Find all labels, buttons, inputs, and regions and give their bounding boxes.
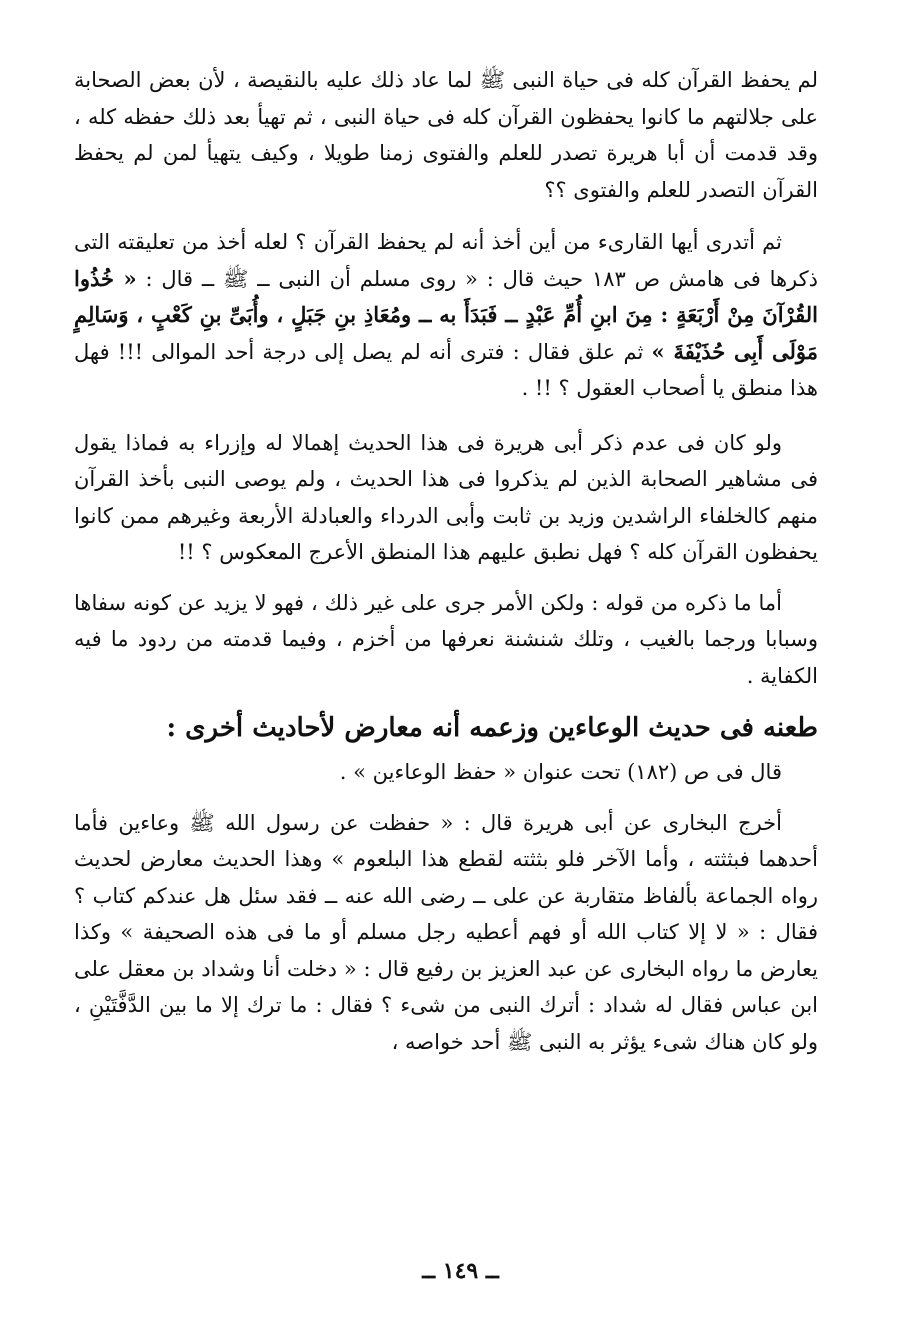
paragraph-2 <box>74 224 818 407</box>
page-number: ــ ١٤٩ ــ <box>422 1258 499 1284</box>
document-page <box>74 62 818 1060</box>
paragraph-4: أما ما ذكره من قوله : ولكن الأمر جرى على غير ذلك ، فهو لا يزيد عن كونه سفاها وسبابا ورجما بالغيب ، وتلك شنشنة نعرفها من أخزم ، وفيما قدمته من ردود ما فيه الكفاية . <box>74 590 818 688</box>
section-intro: قال فى ص (١٨٢) تحت عنوان « حفظ الوعاءين » . <box>339 760 782 784</box>
paragraph-2-comment: ثم علق فقال : فترى أنه لم يصل إلى درجة أحد الموالى !!! فهل هذا منطق يا أصحاب العقول ؟ !! . <box>74 339 818 400</box>
section-paragraph: أخرج البخارى عن أبى هريرة قال : « حفظت عن رسول الله ﷺ وعاءين فأما أحدهما فبثثته ، وأما الآخر فلو بثثته لقطع هذا البلعوم » وهذا الحديث معارض لحديث رواه الجماعة بألفاظ متقاربة عن على ــ رضى الله عنه ــ فقد سئل هل عندكم كتاب ؟ فقال : « لا إلا كتاب الله أو فهم أعطيه رجل مسلم أو ما فى هذه الصحيفة » وكذا يعارض ما رواه البخارى عن عبد العزيز بن رفيع قال : « دخلت أنا وشداد بن معقل على ابن عباس فقال له شداد : أترك النبى من شىء ؟ فقال : ما ترك إلا ما بين الدَّفَّتَيْنِ ، ولو كان هناك شىء يؤثر به النبى ﷺ أحد خواصه ، <box>74 810 818 1054</box>
paragraph-3: ولو كان فى عدم ذكر أبى هريرة فى هذا الحديث إهمالا له وإزراء به فماذا يقول فى مشاهير الصحابة الذين لم يذكروا فى هذا الحديث ، ولم يوصى النبى بأخذ القرآن منهم كالخلفاء الراشدين وزيد بن ثابت وأبى الدرداء والعبادلة الأربعة وغيرهم ممن كانوا يحفظون القرآن كله ؟ فهل نطبق عليهم هذا المنطق الأعرج المعكوس ؟ !! <box>74 430 818 564</box>
hadith-quote: « خُذُوا القُرْآنَ مِنْ أَرْبَعَةٍ : مِنَ ابنِ أُمِّ عَبْدٍ ــ فَبَدَأَ به ــ ومُعَاذِ بنِ جَبَلٍ ، وأُبَىِّ بنِ كَعْبٍ ، وَسَالِمٍ مَوْلَى أَبِى حُذَيْفَةَ » <box>74 265 818 364</box>
paragraph-2-intro: ثم أتدرى أيها القارىء من أين أخذ أنه لم يحفظ القرآن ؟ لعله أخذ من تعليقته التى ذكرها فى هامش ص ١٨٣ حيث قال : « روى مسلم أن النبى ــ ﷺ ــ قال : <box>74 230 818 291</box>
paragraph-1: لم يحفظ القرآن كله فى حياة النبى ﷺ لما عاد ذلك عليه بالنقيصة ، لأن بعض الصحابة على جلالتهم ما كانوا يحفظون القرآن كله فى حياة النبى ، ثم تهيأ بعد ذلك حفظه كله ، وقد قدمت أن أبا هريرة تصدر للعلم والفتوى زمنا طويلا ، وكيف يتهيأ لمن لم يحفظ القرآن التصدر للعلم والفتوى ؟؟ <box>74 68 818 202</box>
section-heading: طعنه فى حديث الوعاءين وزعمه أنه معارض لأحاديث أخرى : <box>166 713 818 743</box>
